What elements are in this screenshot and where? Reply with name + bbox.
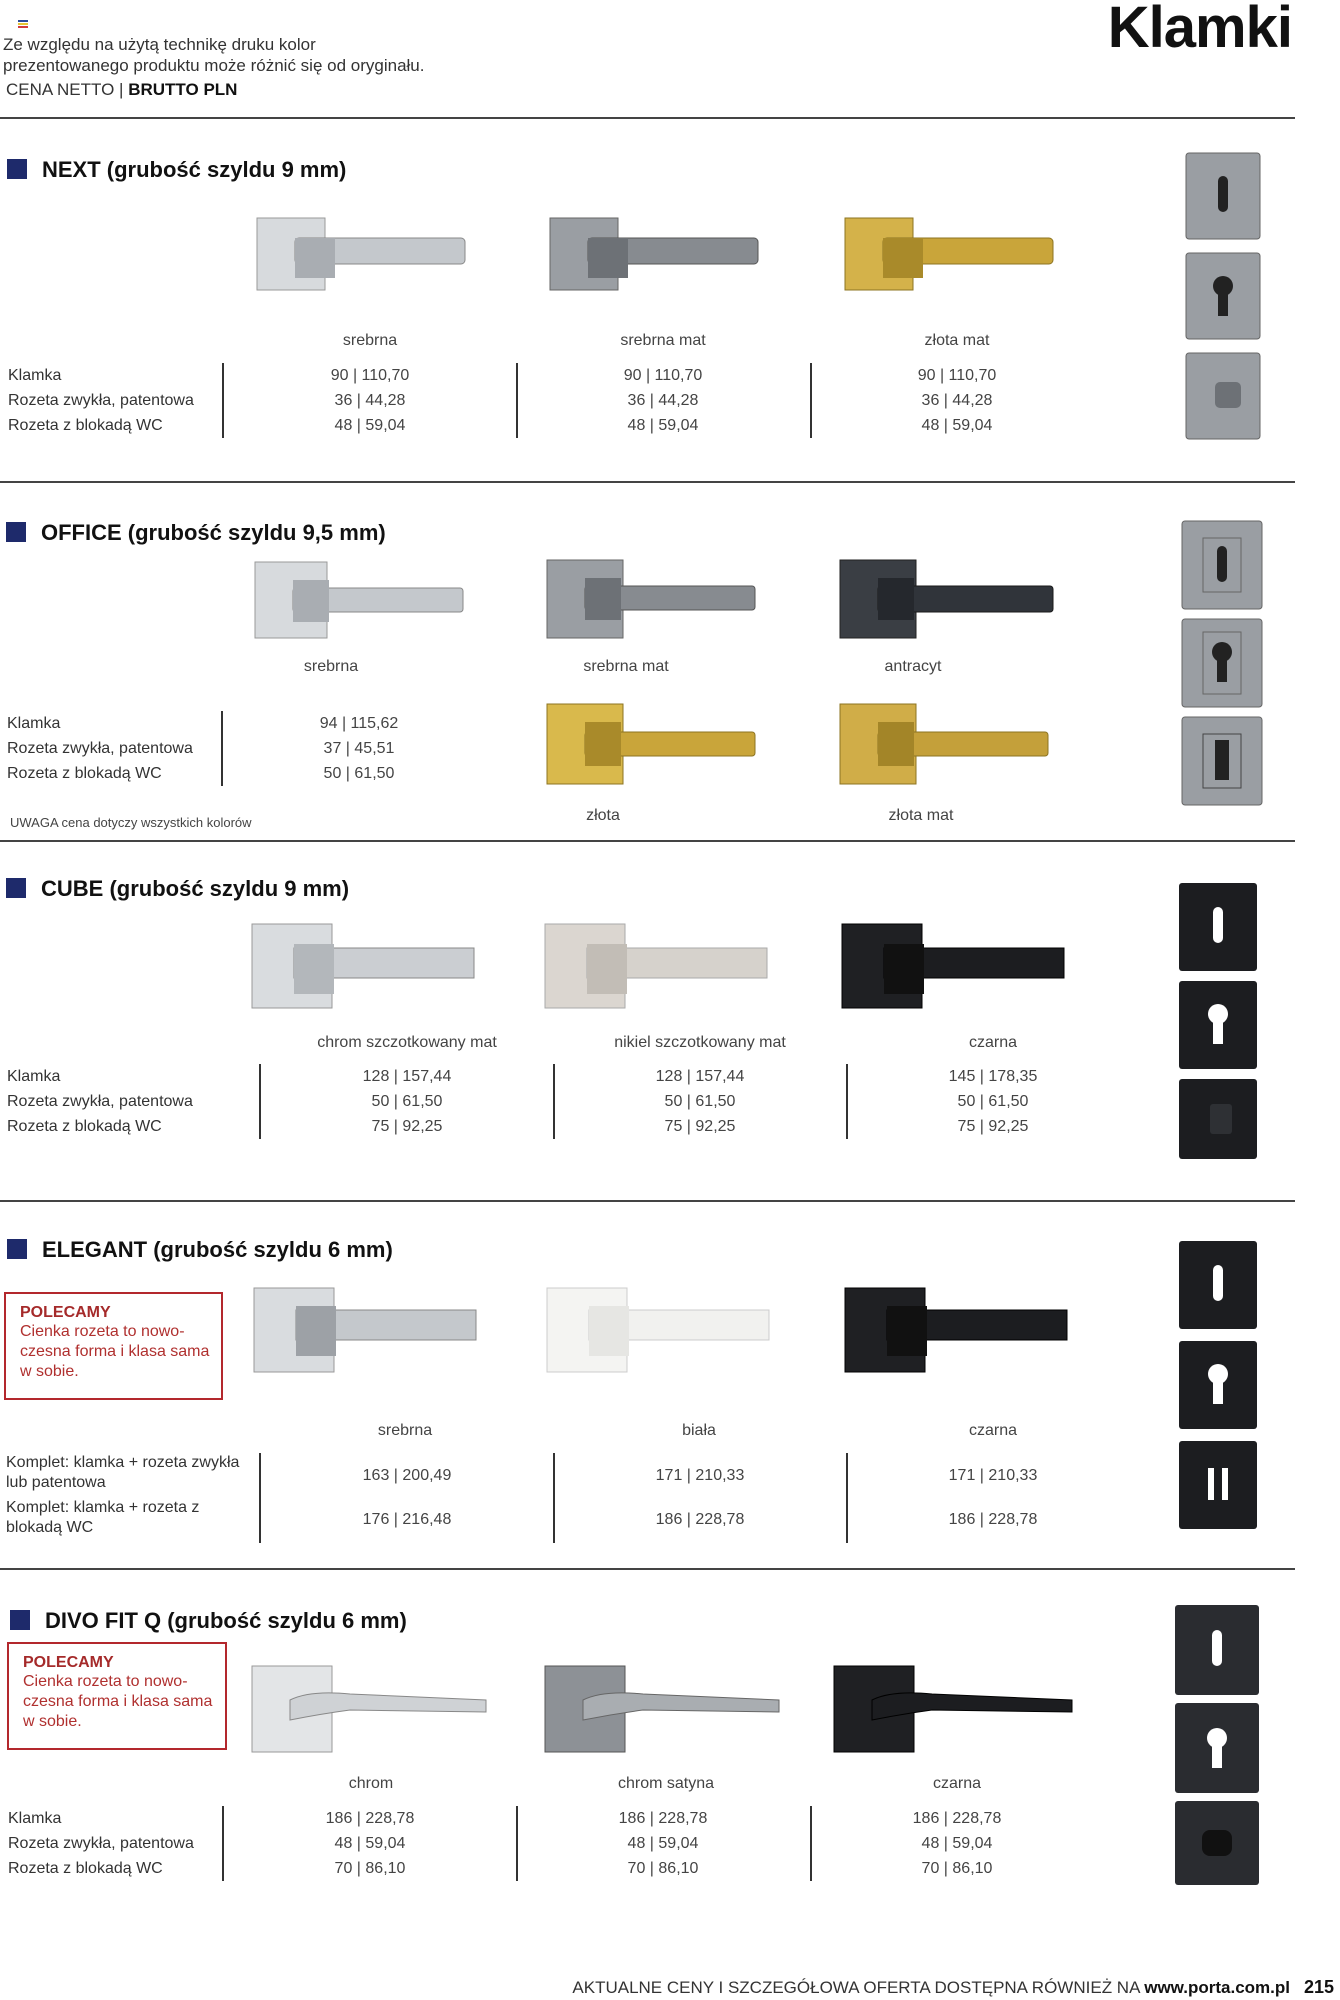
rosette-patent-image [1178, 980, 1258, 1070]
footer [572, 1978, 1290, 1998]
color-label: chrom satyna [617, 1775, 715, 1792]
handle-image-office-zlota [545, 700, 760, 792]
handle-image-next-srebrna [255, 210, 470, 300]
price-column [837, 1806, 1077, 1881]
color-label: antracyt [884, 658, 942, 675]
row-label: Klamka [7, 1068, 61, 1085]
promo-text: Cienka rozeta to nowo-czesna forma i klasa sama w sobie. [23, 1673, 213, 1730]
page-number: 215 [1303, 1977, 1334, 1997]
page-title: Klamki [1107, 0, 1292, 60]
price-cell: 36 | 44,28 [627, 392, 699, 409]
price-gross-label: BRUTTO PLN [128, 80, 238, 99]
price-cell: 36 | 44,28 [921, 392, 993, 409]
column-divider [553, 1064, 555, 1139]
section-marker [10, 1610, 30, 1630]
row-label: Rozeta zwykła, patentowa [8, 1835, 194, 1852]
section-marker [6, 522, 26, 542]
handle-image-office-zlota-mat [838, 700, 1053, 792]
divider [0, 117, 1295, 119]
price-cell: 48 | 59,04 [627, 417, 699, 434]
row-labels [7, 1064, 193, 1139]
column-divider [259, 1064, 261, 1139]
promo-box [4, 1292, 223, 1400]
rosette-patent-image [1185, 252, 1261, 340]
column-divider [221, 711, 223, 786]
price-cell: 90 | 110,70 [623, 367, 703, 384]
rosette-wc-image [1178, 1078, 1258, 1160]
rosette-key-image [1178, 1240, 1258, 1330]
price-cell: 50 | 61,50 [371, 1093, 443, 1110]
section-title-office: OFFICE (grubość szyldu 9,5 mm) [41, 520, 386, 545]
price-cell: 48 | 59,04 [921, 1835, 993, 1852]
handle-image-divo-czarna [832, 1660, 1077, 1760]
price-net-label: CENA NETTO | [6, 80, 124, 99]
rosette-wc-image [1185, 352, 1261, 440]
price-cell: 48 | 59,04 [921, 417, 993, 434]
color-label: czarna [968, 1422, 1018, 1439]
price-cell: 186 | 228,78 [325, 1810, 415, 1827]
price-cell: 186 | 228,78 [912, 1810, 1002, 1827]
handle-image-office-srebrna [253, 558, 468, 648]
price-cell: 171 | 210,33 [655, 1467, 745, 1484]
handle-image-divo-chrom [250, 1660, 490, 1760]
price-cell: 48 | 59,04 [334, 1835, 406, 1852]
color-label: chrom szczotkowany mat [317, 1034, 497, 1051]
price-column [543, 1806, 783, 1881]
row-label: Rozeta z blokadą WC [8, 1860, 163, 1877]
flag-icon [18, 20, 28, 27]
rosette-key-image [1181, 520, 1263, 610]
handle-image-office-srebrna-mat [545, 556, 760, 646]
color-label: srebrna [377, 1422, 433, 1439]
price-cell: 94 | 115,62 [319, 715, 399, 732]
divider [0, 840, 1295, 842]
color-label: chrom [348, 1775, 394, 1792]
handle-image-cube-czarna [840, 918, 1070, 1013]
price-cell: 186 | 228,78 [948, 1511, 1038, 1528]
handle-image-elegant-biala [545, 1282, 775, 1377]
promo-heading: POLECAMY [23, 1654, 114, 1671]
price-column [543, 363, 783, 438]
price-column [250, 363, 490, 438]
column-divider [516, 363, 518, 438]
rosette-wc-image [1181, 716, 1263, 806]
price-legend [6, 80, 237, 100]
rosette-key-image [1185, 152, 1261, 240]
color-label: złota [586, 807, 620, 824]
price-note: UWAGA cena dotyczy wszystkich kolorów [10, 815, 252, 830]
print-color-note: Ze względu na użytą technikę druku kolor prezentowanego produktu może różnić się od oryginału. [3, 35, 425, 75]
handle-image-next-zlota-mat [843, 210, 1058, 300]
promo-box [7, 1642, 227, 1750]
row-labels [7, 711, 193, 786]
section-marker [7, 1239, 27, 1259]
price-column [239, 711, 479, 786]
color-label: złota mat [888, 807, 954, 824]
rosette-key-image [1178, 882, 1258, 972]
price-cell: 50 | 61,50 [323, 765, 395, 782]
section-title-divo: DIVO FIT Q (grubość szyldu 6 mm) [45, 1608, 407, 1633]
column-divider [222, 1806, 224, 1881]
website-link[interactable]: www.porta.com.pl [1144, 1978, 1290, 1997]
price-cell: 50 | 61,50 [664, 1093, 736, 1110]
row-label: Klamka [7, 715, 61, 732]
price-cell: 90 | 110,70 [917, 367, 997, 384]
price-cell: 186 | 228,78 [618, 1810, 708, 1827]
column-divider [516, 1806, 518, 1881]
section-title-elegant: ELEGANT (grubość szyldu 6 mm) [42, 1237, 393, 1262]
row-label: Rozeta zwykła, patentowa [7, 1093, 193, 1110]
price-cell: 176 | 216,48 [362, 1511, 452, 1528]
rosette-wc-image [1178, 1440, 1258, 1530]
price-cell: 145 | 178,35 [948, 1068, 1038, 1085]
rosette-patent-image [1181, 618, 1263, 708]
row-label: Rozeta z blokadą WC [7, 1118, 162, 1135]
handle-image-cube-nikiel [543, 918, 773, 1013]
column-divider [846, 1453, 848, 1543]
column-divider [810, 1806, 812, 1881]
divider [0, 1568, 1295, 1570]
row-label: Klamka [8, 367, 62, 384]
column-divider [553, 1453, 555, 1543]
row-label: Klamka [8, 1810, 62, 1827]
handle-image-next-srebrna-mat [548, 210, 763, 300]
section-title-cube: CUBE (grubość szyldu 9 mm) [41, 876, 350, 901]
row-label: Komplet: klamka + rozeta zwykła lub patentowa [6, 1454, 240, 1491]
column-divider [846, 1064, 848, 1139]
price-column [250, 1806, 490, 1881]
price-cell: 128 | 157,44 [362, 1068, 452, 1085]
price-cell: 186 | 228,78 [655, 1511, 745, 1528]
price-cell: 48 | 59,04 [334, 417, 406, 434]
color-label: czarna [968, 1034, 1018, 1051]
rosette-wc-image [1174, 1800, 1260, 1886]
row-labels [8, 363, 194, 438]
price-cell: 70 | 86,10 [921, 1860, 993, 1877]
color-label: nikiel szczotkowany mat [614, 1034, 786, 1051]
price-cell: 36 | 44,28 [334, 392, 406, 409]
divider [0, 1200, 1295, 1202]
handle-image-elegant-srebrna [252, 1282, 482, 1377]
row-label: Rozeta z blokadą WC [7, 765, 162, 782]
section-marker [6, 878, 26, 898]
rosette-patent-image [1178, 1340, 1258, 1430]
handle-image-cube-chrom [250, 918, 480, 1013]
footer-text: AKTUALNE CENY I SZCZEGÓŁOWA OFERTA DOSTĘPNA RÓWNIEŻ NA [572, 1978, 1140, 1997]
color-label: srebrna mat [583, 658, 669, 675]
color-label: srebrna mat [620, 332, 706, 349]
price-cell: 48 | 59,04 [627, 1835, 699, 1852]
price-cell: 75 | 92,25 [957, 1118, 1029, 1135]
price-cell: 128 | 157,44 [655, 1068, 745, 1085]
color-label: biała [682, 1422, 716, 1439]
price-cell: 163 | 200,49 [362, 1467, 452, 1484]
color-label: srebrna [342, 332, 398, 349]
color-label: czarna [932, 1775, 982, 1792]
price-column [580, 1064, 820, 1139]
section-title-next: NEXT (grubość szyldu 9 mm) [42, 157, 347, 182]
price-cell: 90 | 110,70 [330, 367, 410, 384]
row-label: Rozeta zwykła, patentowa [7, 740, 193, 757]
color-label: srebrna [303, 658, 359, 675]
color-label: złota mat [924, 332, 990, 349]
column-divider [222, 363, 224, 438]
price-cell: 70 | 86,10 [334, 1860, 406, 1877]
handle-image-divo-chrom-satyna [543, 1660, 783, 1760]
price-column [873, 1064, 1113, 1139]
rosette-patent-image [1174, 1702, 1260, 1794]
row-label: Rozeta zwykła, patentowa [8, 392, 194, 409]
price-cell: 50 | 61,50 [957, 1093, 1029, 1110]
price-cell: 37 | 45,51 [323, 740, 395, 757]
price-cell: 70 | 86,10 [627, 1860, 699, 1877]
handle-image-office-antracyt [838, 556, 1058, 646]
rosette-key-image [1174, 1604, 1260, 1696]
price-column [837, 363, 1077, 438]
row-label: Komplet: klamka + rozeta z blokadą WC [6, 1499, 200, 1536]
row-label: Rozeta z blokadą WC [8, 417, 163, 434]
row-labels [8, 1806, 194, 1881]
price-cell: 75 | 92,25 [664, 1118, 736, 1135]
handle-image-elegant-czarna [843, 1282, 1073, 1377]
divider [0, 481, 1295, 483]
column-divider [810, 363, 812, 438]
price-cell: 171 | 210,33 [948, 1467, 1038, 1484]
column-divider [259, 1453, 261, 1543]
price-cell: 75 | 92,25 [371, 1118, 443, 1135]
price-column [287, 1064, 527, 1139]
promo-text: Cienka rozeta to nowo-czesna forma i klasa sama w sobie. [20, 1323, 210, 1380]
section-marker [7, 159, 27, 179]
promo-heading: POLECAMY [20, 1304, 111, 1321]
